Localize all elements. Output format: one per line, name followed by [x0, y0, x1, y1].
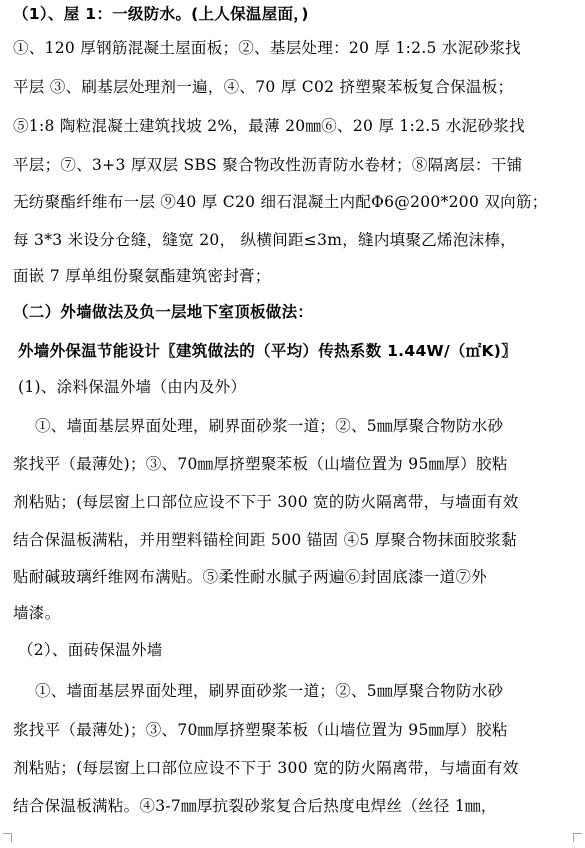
text-line: 面嵌 7 厚单组份聚氨酯建筑密封膏； — [13, 267, 271, 285]
text-line: 结合保温板满粘，并用塑料锚栓间距 500 锚固 ④5 厚聚合物抹面胶浆黏 — [13, 531, 517, 549]
page-corner-mark-right — [573, 833, 582, 842]
text-line: 贴耐碱玻璃纤维网布满贴。⑤柔性耐水腻子两遍⑥封固底漆一道⑦外 — [13, 568, 488, 586]
text-line: ①、墙面基层界面处理，刷界面砂浆一道；②、5㎜厚聚合物防水砂 — [35, 417, 504, 435]
text-line: 无纺聚酯纤维布一层 ⑨40 厚 C20 细石混凝土内配Φ6@200*200 双向筋； — [13, 193, 548, 211]
text-line: 剂粘贴；(每层窗上口部位应设不下于 300 宽的防火隔离带，与墙面有效 — [13, 759, 519, 777]
text-line: 浆找平（最薄处)；③、70㎜厚挤塑聚苯板（山墙位置为 95㎜厚）胶粘 — [13, 455, 508, 473]
energy-design-heading: 外墙外保温节能设计〖建筑做法的（平均）传热系数 1.44W/（㎡K)〗 — [18, 342, 517, 360]
text-line: 墙漆。 — [13, 604, 61, 622]
text-line: 结合保温板满粘。④3-7㎜厚抗裂砂浆复合后热度电焊丝（丝径 1㎜， — [13, 797, 497, 815]
subheading-paint-wall: (1)、涂料保温外墙（由内及外） — [18, 378, 247, 396]
text-line: 每 3*3 米设分仓缝，缝宽 20， 纵横间距≤3m，缝内填聚乙烯泡沫棒， — [13, 231, 517, 249]
roof-section-heading: （1）、屋 1：一级防水。(上人保温屋面，) — [13, 5, 309, 23]
text-line: ①、120 厚钢筋混凝土屋面板；②、基层处理：20 厚 1:2.5 水泥砂浆找 — [13, 39, 521, 57]
text-line: ⑤1:8 陶粒混凝土建筑找坡 2%，最薄 20㎜⑥、20 厚 1:2.5 水泥砂浆找 — [13, 117, 525, 135]
text-line: 平层；⑦、3+3 厚双层 SBS 聚合物改性沥青防水卷材；⑧隔离层：干铺 — [13, 156, 523, 174]
wall-section-heading: （二）外墙做法及负一层地下室顶板做法： — [13, 303, 314, 321]
text-line: ①、墙面基层界面处理，刷界面砂浆一道；②、5㎜厚聚合物防水砂 — [35, 682, 504, 700]
text-line: 平层 ③、刷基层处理剂一遍，④、70 厚 C02 挤塑聚苯板复合保温板； — [13, 78, 514, 96]
subheading-tile-wall: （2）、面砖保温外墙 — [18, 641, 163, 659]
text-line: 浆找平（最薄处)；③、70㎜厚挤塑聚苯板（山墙位置为 95㎜厚）胶粘 — [13, 721, 508, 739]
text-line: 剂粘贴；(每层窗上口部位应设不下于 300 宽的防火隔离带，与墙面有效 — [13, 493, 519, 511]
page-corner-mark-left — [3, 833, 12, 842]
